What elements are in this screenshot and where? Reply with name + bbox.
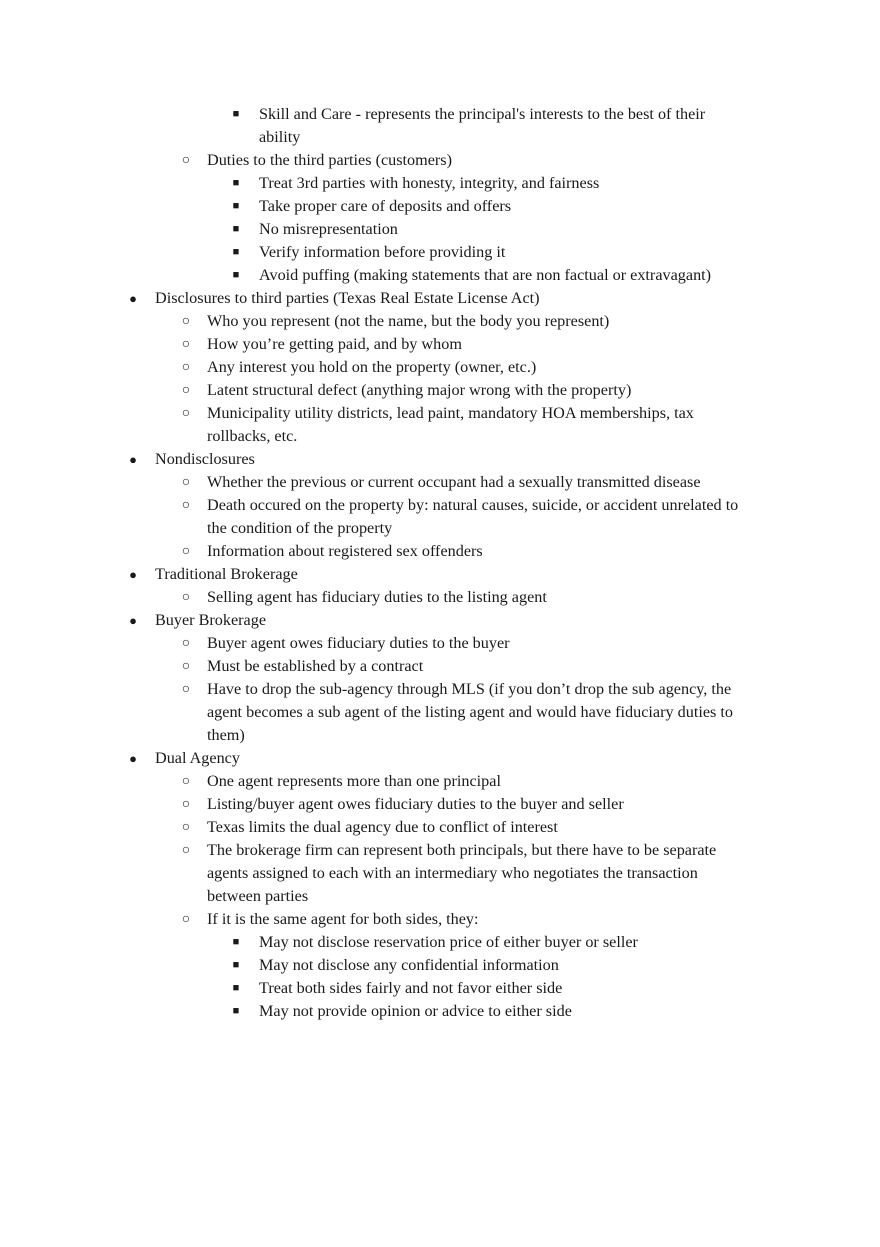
- list-item-text: Information about registered sex offenders: [207, 542, 483, 560]
- list-item-text: How you’re getting paid, and by whom: [207, 335, 462, 353]
- list-item: [0, 954, 880, 977]
- list-item: [0, 218, 880, 241]
- list-item-text: Avoid puffing (making statements that are non factual or extravagant): [259, 266, 712, 284]
- list-item-text: Municipality utility districts, lead paint, mandatory HOA memberships, tax: [207, 404, 694, 422]
- bullet-icon: ○: [181, 544, 191, 559]
- list-item-text: agent becomes a sub agent of the listing agent and would have fiduciary duties to: [207, 703, 733, 721]
- list-item: [0, 448, 880, 471]
- list-item: [0, 241, 880, 264]
- bullet-icon: ○: [181, 383, 191, 398]
- list-item-text: Dual Agency: [155, 749, 240, 767]
- bullet-icon: ■: [232, 108, 240, 120]
- bullet-icon: ■: [232, 269, 240, 281]
- list-item: [0, 287, 880, 310]
- list-item-text: Selling agent has fiduciary duties to the listing agent: [207, 588, 547, 606]
- list-item: [0, 563, 880, 586]
- list-item-text: Skill and Care - represents the principal's interests to the best of their: [259, 105, 706, 123]
- list-item: [0, 402, 880, 425]
- list-item-text: May not disclose reservation price of either buyer or seller: [259, 933, 638, 951]
- bullet-icon: ●: [129, 613, 137, 628]
- bullet-icon: ○: [181, 636, 191, 651]
- list-item: [0, 264, 880, 287]
- bullet-icon: ■: [232, 246, 240, 258]
- list-item-text: Who you represent (not the name, but the body you represent): [207, 312, 610, 330]
- list-item-text: between parties: [207, 887, 309, 905]
- bullet-icon: ■: [232, 200, 240, 212]
- list-item-text: Nondisclosures: [155, 450, 255, 468]
- list-item: [0, 793, 880, 816]
- list-item: [0, 770, 880, 793]
- bullet-icon: ○: [181, 153, 191, 168]
- list-item-text: Latent structural defect (anything major wrong with the property): [207, 381, 632, 399]
- list-item-continuation: [0, 517, 880, 540]
- bullet-icon: ○: [181, 912, 191, 927]
- list-item-text: Any interest you hold on the property (owner, etc.): [207, 358, 537, 376]
- list-item-continuation: [0, 701, 880, 724]
- list-item: [0, 494, 880, 517]
- list-item: [0, 310, 880, 333]
- bullet-icon: ○: [181, 797, 191, 812]
- bullet-icon: ■: [232, 177, 240, 189]
- bullet-icon: ○: [181, 337, 191, 352]
- list-item: [0, 1000, 880, 1023]
- bullet-icon: ■: [232, 1005, 240, 1017]
- list-item-text: Duties to the third parties (customers): [207, 151, 453, 169]
- list-item-text: Treat both sides fairly and not favor either side: [259, 979, 563, 997]
- list-item-text: Whether the previous or current occupant had a sexually transmitted disease: [207, 473, 701, 491]
- list-item-text: Buyer agent owes fiduciary duties to the buyer: [207, 634, 510, 652]
- list-item-text: One agent represents more than one principal: [207, 772, 501, 790]
- bullet-icon: ■: [232, 223, 240, 235]
- list-item-text: The brokerage firm can represent both principals, but there have to be separate: [207, 841, 717, 859]
- list-item-text: May not provide opinion or advice to either side: [259, 1002, 572, 1020]
- list-item-continuation: [0, 885, 880, 908]
- bullet-icon: ●: [129, 291, 137, 306]
- list-item-continuation: [0, 126, 880, 149]
- bullet-icon: ○: [181, 659, 191, 674]
- list-item: [0, 747, 880, 770]
- list-item: [0, 609, 880, 632]
- list-item-text: Buyer Brokerage: [155, 611, 267, 629]
- bullet-icon: ○: [181, 774, 191, 789]
- list-item-text: No misrepresentation: [259, 220, 398, 238]
- list-item: [0, 908, 880, 931]
- list-item: [0, 816, 880, 839]
- list-item-text: Have to drop the sub-agency through MLS (if you don’t drop the sub agency, the: [207, 680, 732, 698]
- list-item-continuation: [0, 724, 880, 747]
- list-item: [0, 471, 880, 494]
- list-item: [0, 977, 880, 1000]
- list-item-text: Listing/buyer agent owes fiduciary duties to the buyer and seller: [207, 795, 624, 813]
- list-item-text: Verify information before providing it: [259, 243, 506, 261]
- list-item-text: Treat 3rd parties with honesty, integrity, and fairness: [259, 174, 600, 192]
- list-item: [0, 356, 880, 379]
- list-item-text: the condition of the property: [207, 519, 393, 537]
- list-item: [0, 333, 880, 356]
- list-item: [0, 195, 880, 218]
- list-item-text: Traditional Brokerage: [155, 565, 298, 583]
- bullet-icon: ○: [181, 590, 191, 605]
- list-item-text: Texas limits the dual agency due to conflict of interest: [207, 818, 558, 836]
- list-item-text: agents assigned to each with an intermediary who negotiates the transaction: [207, 864, 698, 882]
- list-item: [0, 655, 880, 678]
- list-item: [0, 586, 880, 609]
- list-item-continuation: [0, 862, 880, 885]
- bullet-icon: ○: [181, 843, 191, 858]
- list-item-text: Death occured on the property by: natural causes, suicide, or accident unrelated to: [207, 496, 739, 514]
- document-page: [0, 103, 880, 1023]
- bullet-icon: ●: [129, 567, 137, 582]
- list-item: [0, 931, 880, 954]
- list-item-text: them): [207, 726, 245, 744]
- list-item-text: May not disclose any confidential information: [259, 956, 559, 974]
- list-item-text: rollbacks, etc.: [207, 427, 298, 445]
- list-item-text: Must be established by a contract: [207, 657, 424, 675]
- bullet-icon: ○: [181, 820, 191, 835]
- bullet-icon: ○: [181, 406, 191, 421]
- list-item: [0, 632, 880, 655]
- bullet-icon: ○: [181, 682, 191, 697]
- bullet-icon: ■: [232, 936, 240, 948]
- list-item: [0, 172, 880, 195]
- bullet-icon: ○: [181, 475, 191, 490]
- list-item-text: If it is the same agent for both sides, they:: [207, 910, 479, 928]
- bullet-icon: ○: [181, 314, 191, 329]
- bullet-icon: ○: [181, 360, 191, 375]
- list-item-continuation: [0, 425, 880, 448]
- bullet-icon: ■: [232, 982, 240, 994]
- list-item: [0, 103, 880, 126]
- list-item: [0, 149, 880, 172]
- list-item: [0, 379, 880, 402]
- list-item: [0, 540, 880, 563]
- bullet-icon: ■: [232, 959, 240, 971]
- list-item: [0, 678, 880, 701]
- bullet-icon: ●: [129, 751, 137, 766]
- list-item-text: ability: [259, 128, 301, 146]
- list-item: [0, 839, 880, 862]
- list-item-text: Take proper care of deposits and offers: [259, 197, 512, 215]
- list-item-text: Disclosures to third parties (Texas Real Estate License Act): [155, 289, 540, 307]
- bullet-icon: ●: [129, 452, 137, 467]
- bullet-icon: ○: [181, 498, 191, 513]
